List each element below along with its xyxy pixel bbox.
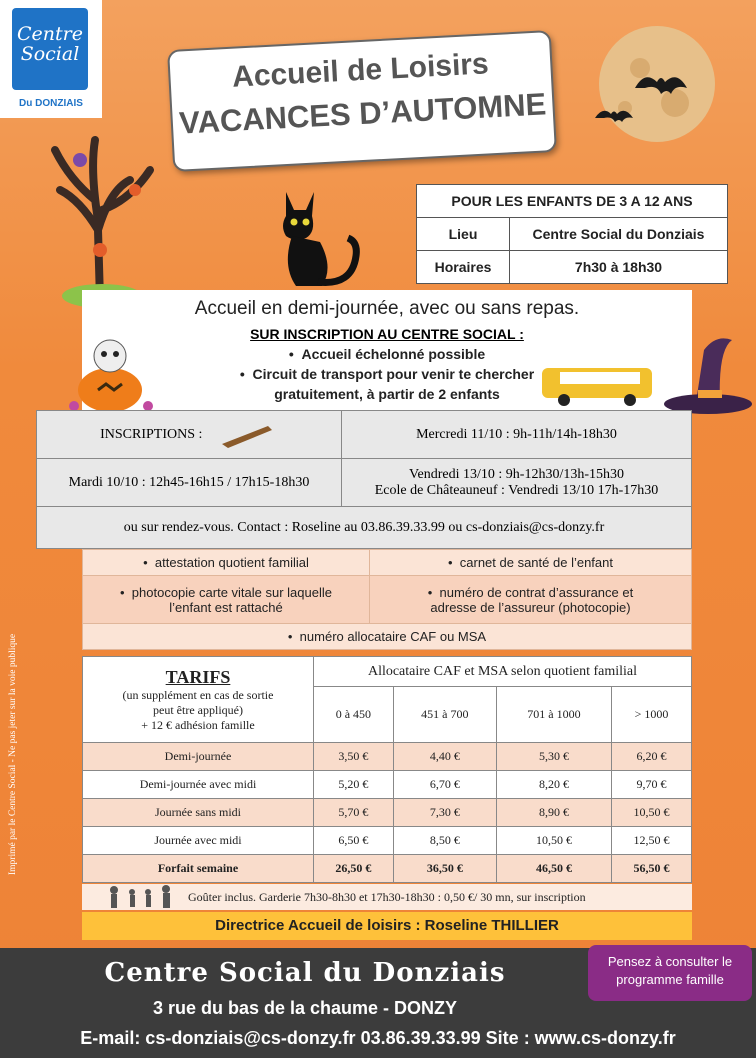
inscriptions-vendredi: Vendredi 13/10 : 9h-12h30/13h-15h30 xyxy=(408,466,625,482)
pen-icon xyxy=(218,422,278,448)
horaires-label: Horaires xyxy=(417,251,510,284)
tarifs-cell: 5,30 € xyxy=(496,743,611,771)
moon-bats-icon xyxy=(585,18,735,148)
tarifs-row-label: Demi-journée avec midi xyxy=(83,771,314,799)
tarifs-group-header: Allocataire CAF et MSA selon quotient familial xyxy=(314,657,692,687)
halloween-tree-icon xyxy=(40,120,170,310)
tarifs-row-label: Demi-journée xyxy=(83,743,314,771)
footer-name: Centre Social du Donziais xyxy=(104,958,506,988)
horaires-value: 7h30 à 18h30 xyxy=(510,251,728,284)
gouter-text: Goûter inclus. Garderie 7h30-8h30 et 17h30-18h30 : 0,50 €/ 30 mn, sur inscription xyxy=(188,890,586,904)
inscriptions-label-cell xyxy=(37,411,342,459)
gouter-note xyxy=(82,884,692,910)
title-line2: VACANCES D’AUTOMNE xyxy=(178,86,548,141)
doc-text: adresse de l’assureur (photocopie) xyxy=(430,599,631,615)
inscriptions-mardi: Mardi 10/10 : 12h45-16h15 / 17h15-18h30 xyxy=(37,459,342,507)
tarifs-row xyxy=(83,855,692,883)
accueil-item: • Circuit de transport pour venir te chercher xyxy=(239,366,535,382)
tarifs-cell: 7,30 € xyxy=(393,799,496,827)
tarifs-row xyxy=(83,771,692,799)
doc-text: l’enfant est rattaché xyxy=(169,599,283,615)
family-icon xyxy=(104,884,184,910)
info-header: POUR LES ENFANTS DE 3 A 12 ANS xyxy=(417,185,728,218)
doc-item: • attestation quotient familial xyxy=(83,550,370,576)
inscriptions-label: INSCRIPTIONS : xyxy=(100,426,203,442)
tarifs-cell: 9,70 € xyxy=(612,771,692,799)
tarifs-note: (un supplément en cas de sortie xyxy=(122,687,274,702)
inscriptions-contact: ou sur rendez-vous. Contact : Roseline au 03.86.39.33.99 ou cs-donziais@cs-donzy.fr xyxy=(37,507,692,549)
accueil-item-text: Accueil échelonné possible xyxy=(301,346,486,362)
tarifs-cell: 5,70 € xyxy=(314,799,394,827)
tarifs-title: TARIFS xyxy=(165,666,231,687)
logo-line2: Social xyxy=(20,43,80,65)
tarifs-title-cell xyxy=(83,657,314,743)
doc-text: photocopie carte vitale sur laquelle xyxy=(131,584,332,600)
tarifs-column-header: 0 à 450 xyxy=(314,687,394,743)
title-line1: Accueil de Loisirs xyxy=(231,47,490,94)
tarifs-row xyxy=(83,799,692,827)
tarifs-cell: 6,70 € xyxy=(393,771,496,799)
accueil-item-text: Circuit de transport pour venir te chercher xyxy=(252,366,535,382)
tarifs-cell: 6,50 € xyxy=(314,827,394,855)
accueil-heading: Accueil en demi-journée, avec ou sans repas. xyxy=(194,298,580,319)
tarifs-cell: 46,50 € xyxy=(496,855,611,883)
sidebar-print-note: Imprimé par le Centre Social - Ne pas jeter sur la voie publique xyxy=(8,633,18,875)
doc-text: numéro de contrat d’assurance et xyxy=(439,584,634,600)
inscriptions-mercredi: Mercredi 11/10 : 9h-11h/14h-18h30 xyxy=(342,411,692,459)
accueil-item: • Accueil échelonné possible xyxy=(288,346,486,362)
tarifs-column-header: 451 à 700 xyxy=(393,687,496,743)
doc-text: carnet de santé de l’enfant xyxy=(459,555,613,570)
doc-item: • numéro de contrat d’assurance et adresse de l’assureur (photocopie) xyxy=(370,576,692,624)
pensez-badge: Pensez à consulter le programme famille xyxy=(588,945,752,1001)
tarifs-cell: 3,50 € xyxy=(314,743,394,771)
tarifs-cell: 12,50 € xyxy=(612,827,692,855)
accueil-item-text: gratuitement, à partir de 2 enfants xyxy=(274,386,500,402)
doc-text: attestation quotient familial xyxy=(154,555,309,570)
accueil-subheading: SUR INSCRIPTION AU CENTRE SOCIAL : xyxy=(250,326,524,342)
tarifs-cell: 8,90 € xyxy=(496,799,611,827)
school-bus-icon xyxy=(538,362,658,410)
pumpkin-icon xyxy=(64,336,160,416)
directrice-banner: Directrice Accueil de loisirs : Roseline THILLIER xyxy=(82,912,692,940)
title-card xyxy=(167,30,557,172)
tarifs-cell: 56,50 € xyxy=(612,855,692,883)
tarifs-cell: 4,40 € xyxy=(393,743,496,771)
tarifs-cell: 10,50 € xyxy=(496,827,611,855)
tarifs-cell: 26,50 € xyxy=(314,855,394,883)
logo-subtitle: Du DONZIAIS xyxy=(19,98,83,109)
doc-item: • photocopie carte vitale sur laquelle l’enfant est rattaché xyxy=(83,576,370,624)
documents-table xyxy=(82,549,692,650)
logo-line1: Centre xyxy=(17,23,83,45)
doc-item: • numéro allocataire CAF ou MSA xyxy=(83,624,692,650)
tarifs-row-label: Forfait semaine xyxy=(83,855,314,883)
tarifs-cell: 8,50 € xyxy=(393,827,496,855)
tarifs-column-header: 701 à 1000 xyxy=(496,687,611,743)
doc-text: numéro allocataire CAF ou MSA xyxy=(299,629,487,644)
witch-hat-icon xyxy=(656,330,752,420)
logo-mark xyxy=(12,8,88,90)
tarifs-cell: 6,20 € xyxy=(612,743,692,771)
logo xyxy=(0,0,102,118)
tarifs-note: peut être appliqué) xyxy=(153,702,243,717)
black-cat-icon xyxy=(272,186,368,290)
tarifs-row-label: Journée avec midi xyxy=(83,827,314,855)
tarifs-table xyxy=(82,656,692,883)
tarifs-column-header: > 1000 xyxy=(612,687,692,743)
info-table xyxy=(416,184,728,284)
tarifs-row-label: Journée sans midi xyxy=(83,799,314,827)
tarifs-note: + 12 € adhésion famille xyxy=(141,717,255,732)
tarifs-cell: 5,20 € xyxy=(314,771,394,799)
lieu-value: Centre Social du Donziais xyxy=(510,218,728,251)
tarifs-cell: 36,50 € xyxy=(393,855,496,883)
tarifs-cell: 8,20 € xyxy=(496,771,611,799)
footer-address: 3 rue du bas de la chaume - DONZY xyxy=(152,998,458,1018)
tarifs-row xyxy=(83,743,692,771)
footer-contact: E-mail: cs-donziais@cs-donzy.fr 03.86.39.33.99 Site : www.cs-donzy.fr xyxy=(80,1028,676,1048)
tarifs-row xyxy=(83,827,692,855)
inscriptions-ecole: Ecole de Châteauneuf : Vendredi 13/10 17h-17h30 xyxy=(374,482,659,498)
tarifs-cell: 10,50 € xyxy=(612,799,692,827)
inscriptions-vendredi-cell xyxy=(342,459,692,507)
doc-item: • carnet de santé de l’enfant xyxy=(370,550,692,576)
inscriptions-table xyxy=(36,410,692,549)
lieu-label: Lieu xyxy=(417,218,510,251)
